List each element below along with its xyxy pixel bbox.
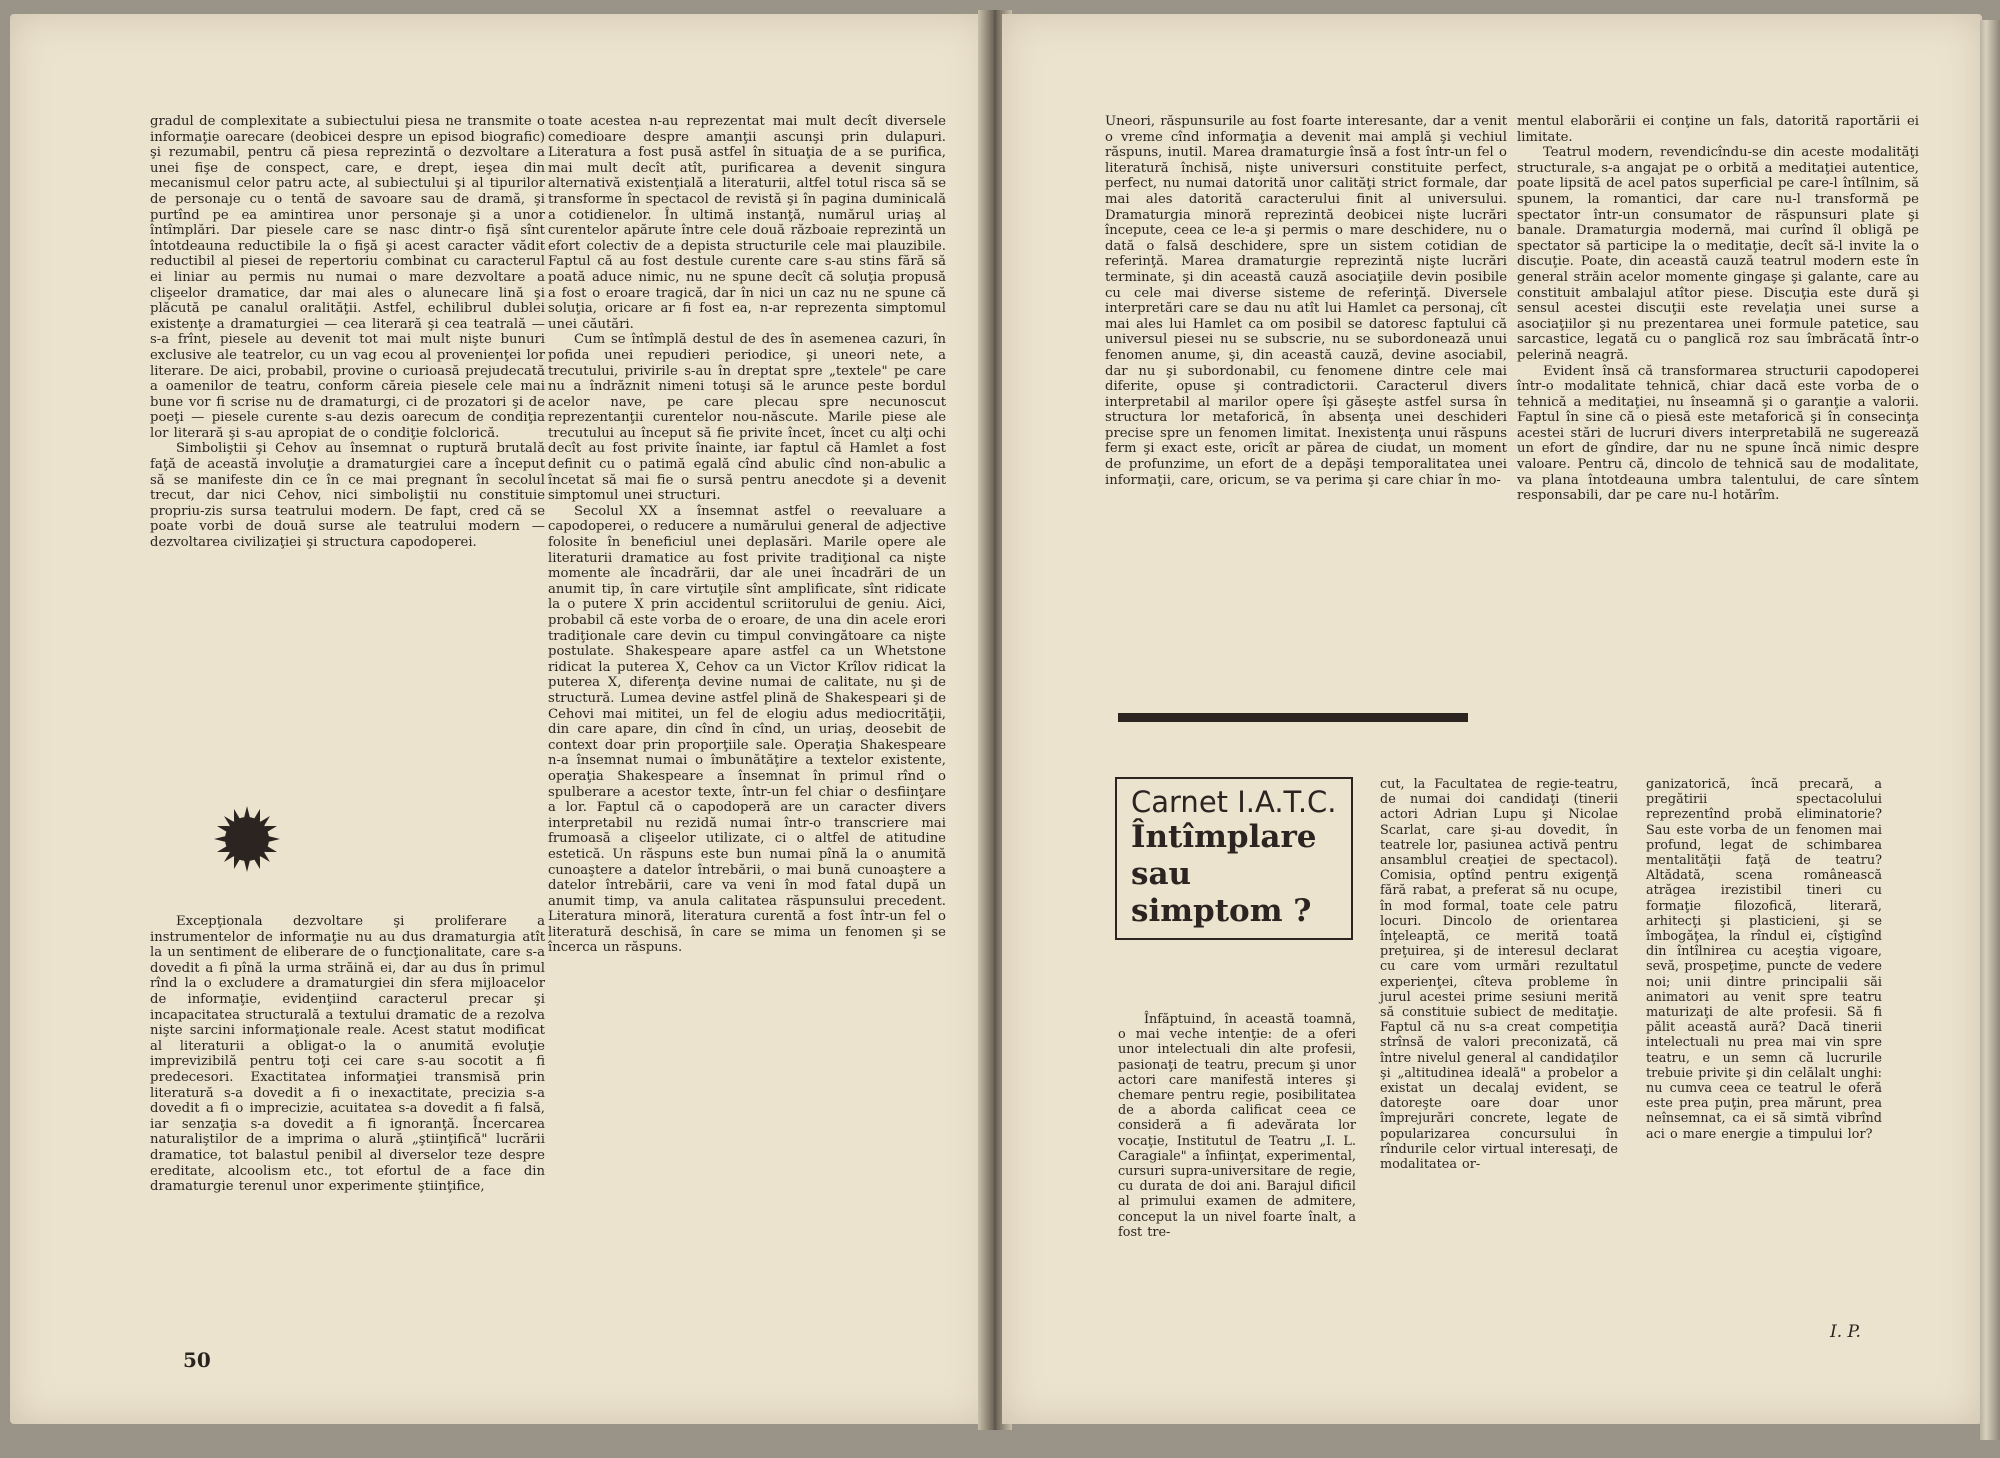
left-page [10,14,988,1424]
paragraph: Excepţionala dezvoltare şi proliferare a instrumentelor de informaţie nu au dus dramaturgia atît la un sentiment de eliberare de o funcţionalitate, care s-a dovedit a fi pînă la urma străină ei, dar au dus în primul rînd la o excludere a dramaturgiei din sfera mijloacelor de informaţie, evidenţiind caracterul precar şi incapacitatea structurală a textului dramatic de a rezolva nişte sarcini informaţionale reale. Acest statut modificat al literaturii a obligat-o la o anumită evoluţie imprevizibilă pentru toţi cei care s-au socotit a fi predecesori. Exactitatea informaţiei transmisă prin literatură s-a dovedit a fi o inexactitate, precizia s-a dovedit a fi o imprecizie, acuitatea s-a dovedit a fi falsă, iar senzaţia s-a dovedit a fi ignoranţă. Încercarea naturaliştilor de a imprima o alură „ştiinţifică" lucrării dramatice, tot balastul penibil al diverselor teze despre ereditate, alcoolism etc., tot efortul de a face din dramaturgie terenul unor experimente ştiinţifice, [150,914,545,1195]
article-title-line: Întîmplare [1131,819,1317,855]
left-column-2 [548,114,946,956]
article-column-1 [1118,1012,1356,1240]
page-edge [1980,20,2000,1440]
right-column-1 [1105,114,1507,488]
sunburst-ornament-icon [212,804,282,874]
left-column-1 [150,114,545,551]
paragraph: Înfăptuind, în această toamnă, o mai veche intenţie: de a oferi unor intelectuali din alte profesii, pasionaţi de teatru, precum şi unor actori care manifestă interes şi chemare pentru regie, posibilitatea de a aborda calificat ceea ce consideră a fi adevărata lor vocaţie, Institutul de Teatru „I. L. Caragiale" a înfiinţat, experimental, cursuri supra-universitare de regie, cu durata de doi ani. Barajul dificil al primului examen de admitere, conceput la un nivel foarte înalt, a fost tre- [1118,1012,1356,1240]
article-title-line: simptom ? [1131,893,1312,929]
page-number: 50 [183,1348,211,1372]
article-title-box [1115,777,1353,940]
author-signature: I. P. [1830,1322,1861,1342]
paragraph: mentul elaborării ei conţine un fals, datorită raportării ei limitate. [1517,114,1919,145]
paragraph: ganizatorică, încă precară, a pregătirii spectacolului reprezentînd probă eliminatorie? Sau este vorba de un fenomen mai profund, legat de schimbarea mentalităţii faţă de teatru? Altădată, scena românească atrăgea irezistibil tineri cu formaţie filozofică, literară, arhitecţi şi plasticieni, şi se îmbogăţea, la rîndul ei, cîştigînd din întîlnirea cu aceştia vigoare, sevă, prospeţime, puncte de vedere noi; unii dintre principalii săi animatori au venit spre teatru maturizaţi de alte profesii. Să fi pălit această aură? Dacă tinerii intelectuali nu prea mai vin spre teatru, e un semn că lucrurile trebuie privite şi din celălalt unghi: nu cumva ceea ce teatrul le oferă este prea puţin, prea mărunt, prea neînsemnat, ca ei să simtă vibrînd aci o mare energie a timpului lor? [1646,777,1882,1142]
article-column-3 [1646,777,1882,1142]
right-column-2 [1517,114,1919,504]
paragraph: Uneori, răspunsurile au fost foarte interesante, dar a venit o vreme cînd informaţia a devenit mai amplă şi vechiul răspuns, inutil. Marea dramaturgie însă a fost într-un fel o literatură închisă, nişte universuri constituite perfect, perfect, nu numai datorită unor calităţi strict formale, dar mai ales datorită caracterului finit al universului. Dramaturgia minoră reprezintă deobicei nişte lucrări începute, ceea ce le-a şi permis o mare deschidere, nu o dată o falsă deschidere, spre un sistem cotidian de referinţă. Marea dramaturgie reprezintă nişte lucrări terminate, şi din această cauză asociaţiile devin posibile cu cele mai diverse sisteme de referinţă. Diversele interpretări care se dau nu atît lui Hamlet ca personaj, cît mai ales lui Hamlet ca om posibil se datoresc faptului că universul piesei nu se subscrie, nu se subordonează unui fenomen anume, şi, din această cauză, devine asociabil, dar nu şi subordonabil, cu fenomene dintre cele mai diferite, opuse şi contradictorii. Caracterul divers interpretabil al marilor opere îşi găseşte astfel sursa în structura lor metaforică, în absenţa unei deschideri precise spre un fenomen limitat. Inexistenţa unui răspuns ferm şi exact este, oricît ar părea de ciudat, un moment de profunzime, un efort de a depăşi temporalitatea unei informaţii, care, oricum, se va perima şi care chiar în mo- [1105,114,1507,488]
paragraph: Secolul XX a însemnat astfel o reevaluare a capodoperei, o reducere a numărului general de adjective folosite în beneficiul unei deplasări. Marile opere ale literaturii dramatice au fost privite tradiţional ca nişte momente ale încadrării, dar ale unei încadrări de un anumit tip, în care virtuţile sînt amplificate, sînt ridicate la o putere X prin accidentul scriitorului de geniu. Aici, probabil că este vorba de o eroare, de una din acele erori tradiţionale care devin cu timpul convingătoare ca nişte postulate. Shakespeare apare astfel ca un Whetstone ridicat la puterea X, Cehov ca un Victor Krîlov ridicat la puterea X, diferenţa devine numai de calitate, nu şi de structură. Lumea devine astfel plină de Shakespeari şi de Cehovi mai mititei, un fel de elogiu adus mediocrităţii, din care apare, din cînd în cînd, un uriaş, deosebit de context doar prin proporţiile sale. Operaţia Shakespeare n-a însemnat numai o îmbunătăţire a textelor existente, operaţia Shakespeare a însemnat în primul rînd o spulberare a acestor texte, într-un fel chiar o desfiinţare a lor. Faptul că o capodoperă are un caracter divers interpretabil nu rezidă numai într-o transcriere mai frumoasă a clişeelor utilizate, ci o altfel de atitudine estetică. Un răspuns este bun numai pînă la o anumită cunoaştere a datelor întrebării, o mai bună cunoaştere a datelor întrebării, care va veni în mod fatal după un anumit timp, va anula calitatea răspunsului precedent. Literatura minoră, literatura curentă a fost într-un fel o literatură deschisă, în care se mima un fenomen şi se încerca un răspuns. [548,503,946,956]
column-heading: Carnet I.A.T.C. [1131,785,1337,819]
paragraph: Evident însă că transformarea structurii capodoperei într-o modalitate tehnică, chiar dacă este vorba de o tehnică a meditaţiei, nu înseamnă şi o garanţie a valorii. Faptul în sine că o piesă este metaforică şi în consecinţa acestei stări de lucruri divers interpretabilă ne sugerează un efort de gîndire, dar nu ne spune încă nimic despre valoare. Pentru că, dincolo de tehnică sau de modalitate, va plana întotdeauna umbra talentului, de care sîntem responsabili, dar pe care nu-l hotărîm. [1517,363,1919,504]
section-divider [1118,713,1468,722]
paragraph: Teatrul modern, revendicîndu-se din aceste modalităţi structurale, s-a angajat pe o orbită a meditaţiei autentice, poate lipsită de acel patos superficial pe care-l întîlnim, să spunem, la romantici, dar care nu-l transformă pe spectator într-un consumator de răspunsuri plate şi banale. Dramaturgia modernă, mai curînd îl obligă pe spectator să participe la o meditaţie, decît să-l invite la o discuţie. Poate, din această cauză teatrul modern este în general străin acelor momente gingaşe şi galante, care au constituit ambalajul atîtor piese. Discuţia este dură şi sensul acestei discuţii este revelaţia unei surse a asociaţiilor şi nu prezentarea unei formule patetice, sau sarcastice, legată cu o panglică roz sau îmbrăcată într-o pelerină neagră. [1517,145,1919,363]
paragraph: gradul de complexitate a subiectului piesa ne transmite o informaţie oarecare (deobicei despre un episod biografic) şi rezumabil, pentru că piesa reprezintă o dezvoltare a unei fişe de conspect, care, e drept, ieşea din mecanismul celor patru acte, al subiectului şi al tipurilor de personaje cu o tentă de savoare sau de dramă, şi purtînd pe ea amintirea unor personaje şi a unor întîmplări. Dar piesele care se nasc dintr-o fişă sînt întotdeauna reductibile la o fişă şi acest caracter vădit reductibil al piesei de repertoriu combinat cu caracterul ei liniar au permis nu numai o mare dezvoltare a clişeelor dramatice, dar mai ales o alunecare lină şi plăcută pe canalul oralităţii. Astfel, echilibrul dublei existenţe a dramaturgiei — cea literară şi cea teatrală — s-a frînt, piesele au devenit tot mai mult nişte bunuri exclusive ale teatrelor, cu un vag ecou al provenienţei lor literare. De aici, probabil, provine o curioasă prejudecată a oamenilor de teatru, conform căreia piesele cele mai bune vor fi scrise nu de dramaturgi, ci de prozatori şi de poeţi — piesele curente s-au dezis oarecum de condiţia lor literară şi s-au apropiat de o condiţie folclorică. [150,114,545,441]
article-title-line: sau [1131,856,1192,892]
article-column-2 [1380,777,1618,1172]
paragraph: toate acestea n-au reprezentat mai mult decît diversele comedioare despre amanţii ascunşi prin dulapuri. Literatura a fost pusă astfel în situaţia de a se purifica, mai mult decît atît, purificarea a devenit singura alternativă existenţială a literaturii, altfel totul risca să se transforme în spectacol de revistă şi în pagina duminicală a cotidienelor. În ultimă instanţă, numărul uriaş al curentelor apărute între cele două războaie reprezintă un efort colectiv de a depista structurile cele mai plauzibile. Faptul că au fost destule curente care s-au stins fără să poată aduce nimic, nu ne spune decît că soluţia propusă a fost o eroare tragică, dar în nici un caz nu ne spune că soluţia, oricare ar fi fost ea, n-ar reprezenta simptomul unei căutări. [548,114,946,332]
paragraph: Simboliştii şi Cehov au însemnat o ruptură brutală faţă de această involuţie a dramaturgiei care a început să se manifeste din ce în ce mai pregnant în secolul trecut, dar nici Cehov, nici simboliştii nu constituie propriu-zis sursa teatrului modern. De fapt, cred că se poate vorbi de două surse ale teatrului modern — dezvoltarea civilizaţiei şi structura capodoperei. [150,441,545,551]
paragraph: Cum se întîmplă destul de des în asemenea cazuri, în pofida unei repudieri periodice, şi uneori nete, a trecutului, privirile s-au în dreptat spre „textele" pe care nu a îndrăznit nimeni totuşi să le arunce peste bordul acelor nave, pe care plecau spre necunoscut reprezentanţii curentelor nou-născute. Marile piese ale trecutului au început să fie privite încet, încet cu alţi ochi decît au fost privite înainte, iar faptul că Hamlet a fost definit cu o patimă egală cînd abulic cînd non-abulic a încetat să mai fie o sursă pentru anecdote şi a devenit simptomul unei structuri. [548,332,946,504]
paragraph: cut, la Facultatea de regie-teatru, de numai doi candidaţi (tinerii actori Adrian Lupu şi Nicolae Scarlat, care şi-au dovedit, în teatrele lor, pasiunea activă pentru ansamblul creaţiei de spectacol). Comisia, optînd pentru exigenţă fără rabat, a preferat să nu ocupe, în mod formal, toate cele patru locuri. Dincolo de orientarea înţeleaptă, ce merită toată preţuirea, şi de interesul declarat cu care vom urmări rezultatul experienţei, cîteva probleme în jurul acestei prime sesiuni merită să constituie subiect de meditaţie. Faptul că nu s-a creat competiţia strînsă de valori preconizată, că între nivelul general al candidaţilor şi „altitudinea ideală" a probelor a existat un decalaj evident, se datoreşte oare doar unor împrejurări concrete, legate de popularizarea concursului în rîndurile celor virtual interesaţi, de modalitatea or- [1380,777,1618,1173]
left-column-1-bottom [150,914,545,1195]
